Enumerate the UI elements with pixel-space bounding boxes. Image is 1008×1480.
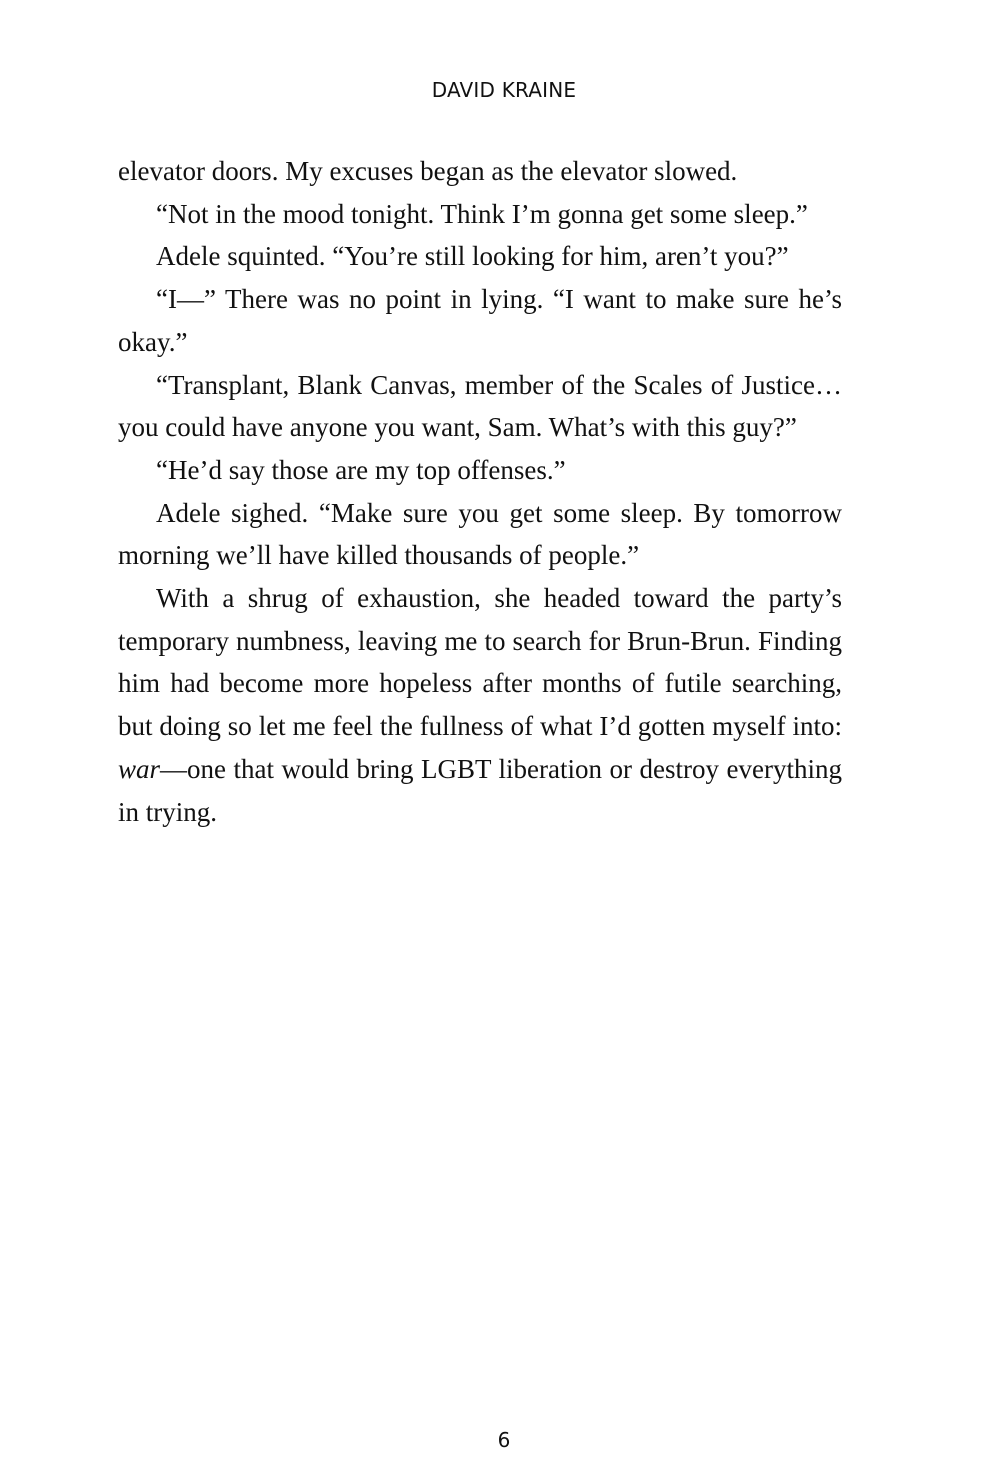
paragraph-top-offenses: “He’d say those are my top offenses.”	[156, 454, 566, 485]
paragraph-text-after-emphasis: —one that would bring LGBT liberation or destroy everything in trying.	[118, 753, 842, 827]
paragraph-adele-squinted: Adele squinted. “You’re still looking for him, aren’t you?”	[156, 241, 789, 272]
running-head: DAVID KRAINE	[431, 78, 577, 102]
page-body	[118, 150, 842, 833]
paragraph-adele-sighed: Adele sighed. “Make sure you get some sleep. By tomorrow morning we’ll have killed thousands of people.”	[118, 497, 842, 571]
page-number: 6	[497, 1428, 511, 1452]
emphasis-word: war	[118, 753, 161, 784]
paragraph-sam-make-sure: “I—” There was no point in lying. “I want to make sure he’s okay.”	[118, 284, 842, 357]
paragraph-sam-not-in-mood: “Not in the mood tonight. Think I’m gonna get some sleep.”	[156, 198, 808, 229]
paragraph-continued: elevator doors. My excuses began as the elevator slowed.	[118, 156, 738, 186]
paragraph-shrug-of-exhaustion	[118, 577, 842, 833]
paragraph-adele-transplant: “Transplant, Blank Canvas, member of the Scales of Justice… you could have anyone you want, Sam. What’s with this guy?”	[118, 369, 842, 443]
paragraph-text-before-emphasis: With a shrug of exhaustion, she headed toward the party’s temporary numbness, leaving me to search for Brun-Brun. Finding him had become more hopeless after months of futile searching, but doing so let me feel the fullness of what I’d gotten myself into:	[118, 583, 842, 742]
